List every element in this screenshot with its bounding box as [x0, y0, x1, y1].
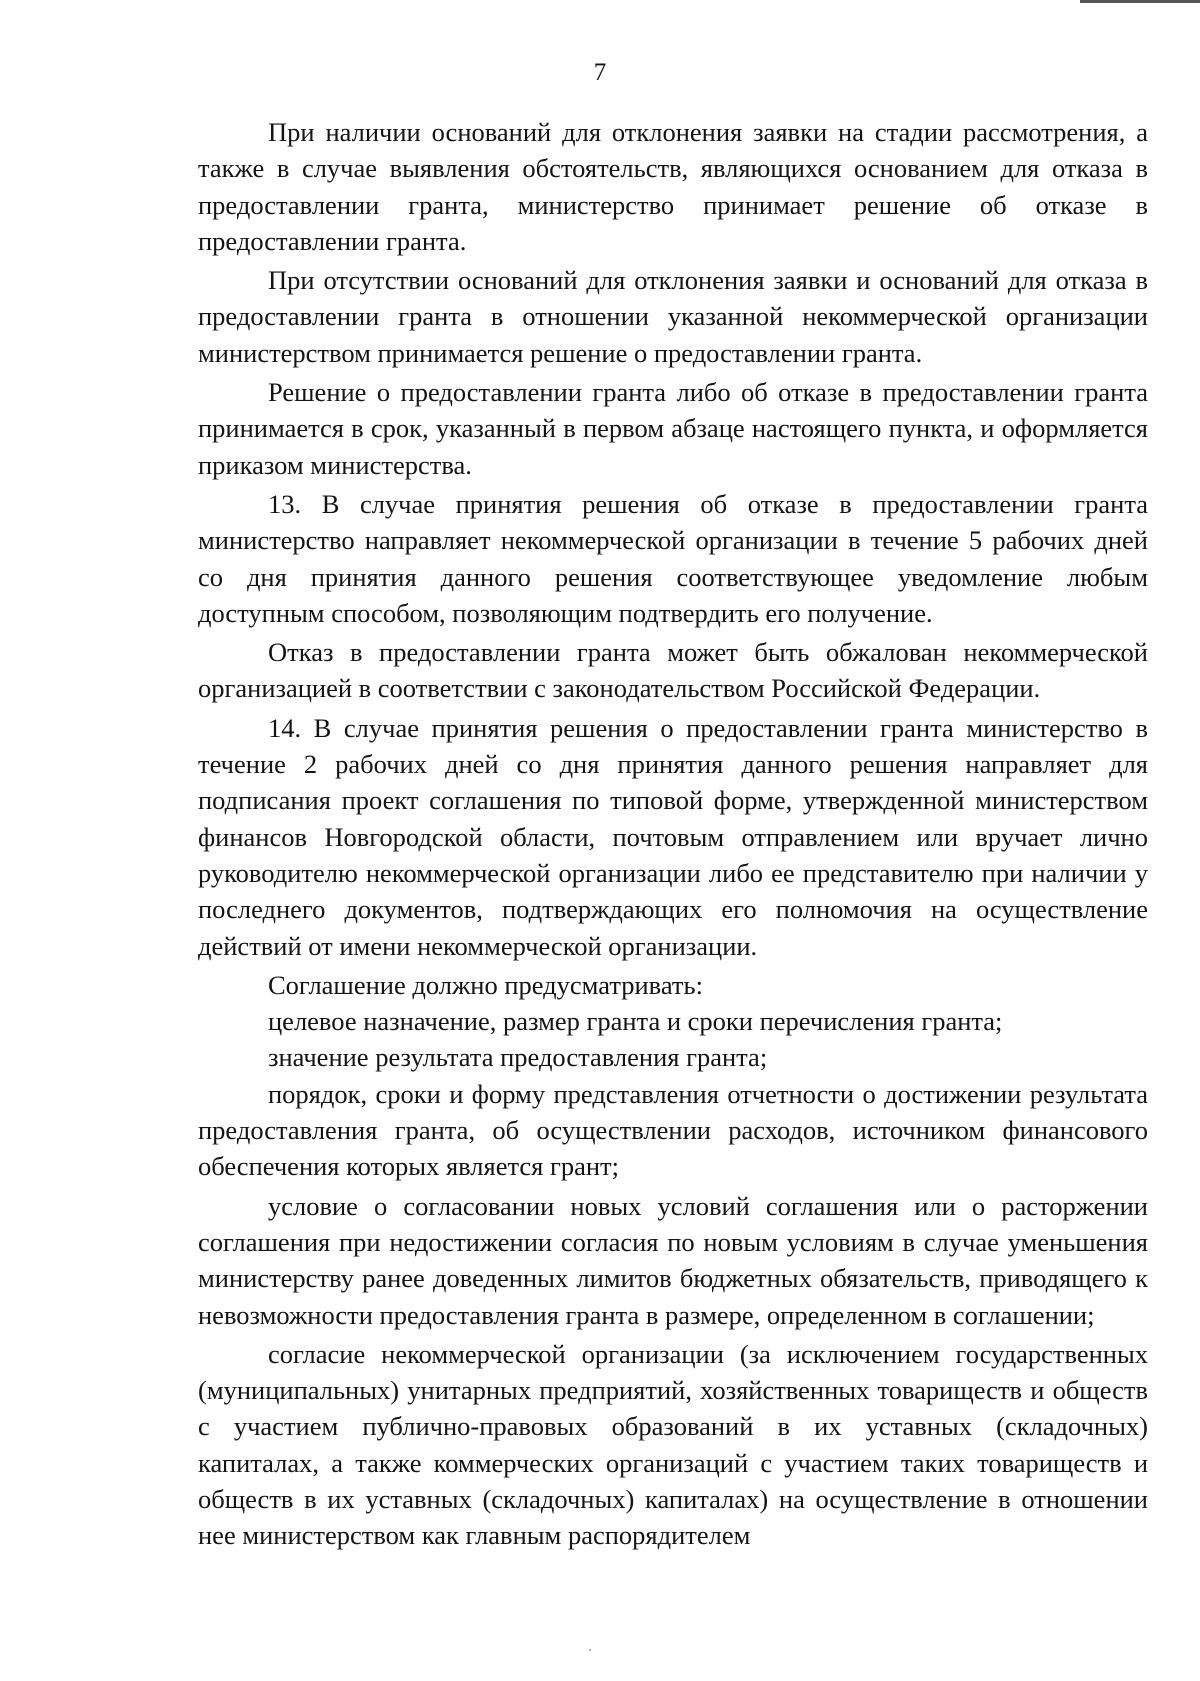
document-body: [198, 114, 1148, 1557]
paragraph-appeal: Отказ в предоставлении гранта может быть обжалован некоммерческой организацией в соответствии с законодательством Российской Федерации.: [198, 637, 1148, 704]
paragraph-decision-deadline: Решение о предоставлении гранта либо об отказе в предоставлении гранта принимается в срок, указанный в первом абзаце настоящего пункта, и оформляется приказом министерства.: [198, 377, 1148, 480]
list-item-purpose: целевое назначение, размер гранта и сроки перечисления гранта;: [268, 1006, 1003, 1037]
list-item-consent: согласие некоммерческой организации (за исключением государственных (муниципальных) унитарных предприятий, хозяйственных товариществ и обществ с участием публично-правовых образований в их уставных (складочных) капиталах, а также коммерческих организаций с участием таких товариществ и обществ в их уставных (складочных) капиталах) на осуществление в отношении нее министерством как главным распорядителем: [198, 1338, 1148, 1551]
list-item-result-value: значение результата предоставления гранта;: [268, 1042, 768, 1073]
list-item-new-conditions: условие о согласовании новых условий соглашения или о расторжении соглашения при недостижении согласия по новым условиям в случае уменьшения министерству ранее доведенных лимитов бюджетных обязательств, приводящего к невозможности предоставления гранта в размере, определенном в соглашении;: [198, 1190, 1148, 1330]
scan-speck: [589, 1649, 591, 1651]
page-number: 7: [593, 59, 607, 86]
paragraph-rejection-decision: При наличии оснований для отклонения заявки на стадии рассмотрения, а также в случае выявления обстоятельств, являющихся основанием для отказа в предоставлении гранта, министерство принимает решение об отказе в предоставлении гранта.: [198, 117, 1148, 256]
paragraph-agreement-intro: Соглашение должно предусматривать:: [268, 969, 703, 1000]
paragraph-item-13: 13. В случае принятия решения об отказе в предоставлении гранта министерство направляет некоммерческой организации в течение 5 рабочих дней со дня принятия данного решения соответствующее уведомление любым доступным способом, позволяющим подтвердить его получение.: [198, 488, 1148, 628]
list-item-reporting: порядок, сроки и форму представления отчетности о достижении результата предоставления гранта, об осуществлении расходов, источником финансового обеспечения которых является грант;: [198, 1078, 1148, 1182]
paragraph-grant-decision: При отсутствии оснований для отклонения заявки и оснований для отказа в предоставлении гранта в отношении указанной некоммерческой организации министерством принимается решение о предоставлении гранта.: [198, 265, 1148, 368]
paragraph-item-14: 14. В случае принятия решения о предоставлении гранта министерство в течение 2 рабочих дней со дня принятия данного решения направляет для подписания проект соглашения по типовой форме, утвержденной министерством финансов Новгородской области, почтовым отправлением или вручает лично руководителю некоммерческой организации либо ее представителю при наличии у последнего документов, подтверждающих его полномочия на осуществление действий от имени некоммерческой организации.: [198, 712, 1148, 961]
scan-edge-line: [1080, 0, 1200, 3]
